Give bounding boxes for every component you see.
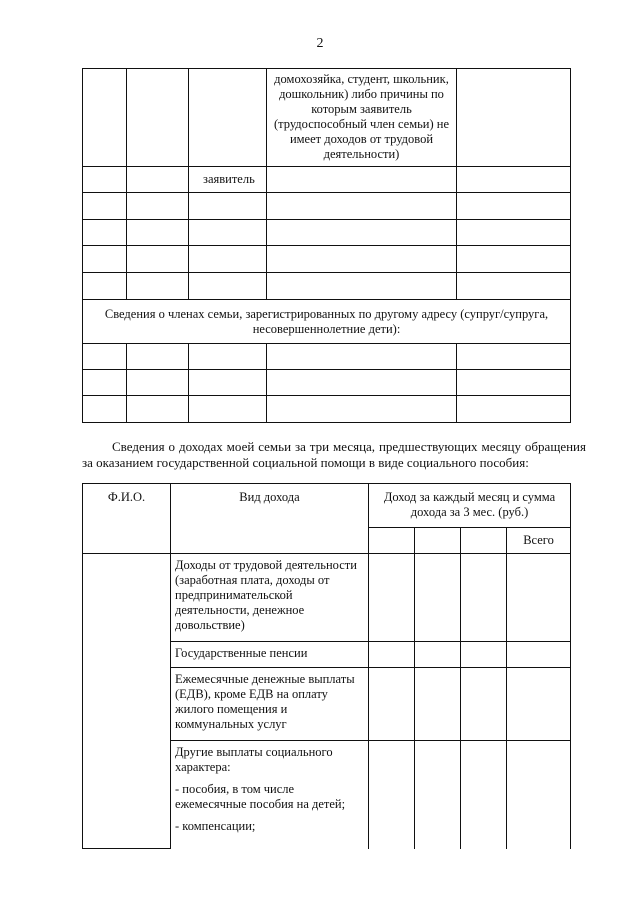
table-cell [127,69,189,167]
table-row [83,220,571,246]
income-type-header: Вид дохода [171,484,369,554]
table-row [83,396,571,423]
table-row [83,167,571,193]
table-row [83,344,571,370]
total-header: Всего [507,528,571,554]
fio-header: Ф.И.О. [83,484,171,554]
table-cell [83,167,127,193]
table-cell [189,69,267,167]
benefits-sub-item: - пособия, в том числе ежемесячные пособия на детей; [175,782,346,811]
income-type-cell: Доходы от трудовой деятельности (заработная плата, доходы от предпринимательской деятельности, денежное довольствие) [171,554,369,642]
income-type-cell [171,741,369,849]
income-type-cell: Ежемесячные денежные выплаты (ЕДВ), кроме ЕДВ на оплату жилого помещения и коммунальных услуг [171,668,369,741]
monthly-income-header: Доход за каждый месяц и сумма дохода за 3 мес. (руб.) [369,484,571,528]
income-type-cell: Государственные пенсии [171,642,369,668]
family-members-table [82,68,571,423]
other-payments-label: Другие выплаты социального характера: [175,745,333,774]
table-row [83,69,571,167]
income-intro-paragraph: Сведения о доходах моей семьи за три месяца, предшествующих месяцу обращения за оказанием государственной социальной помощи в виде социального пособия: [82,439,586,470]
month-2-header [415,528,461,554]
table-cell [83,69,127,167]
compensation-sub-item: - компенсации; [175,819,256,833]
applicant-label: заявитель [189,167,267,193]
table-row [83,554,571,642]
month-1-header [369,528,415,554]
month-3-header [461,528,507,554]
table-row [83,273,571,300]
other-address-heading: Сведения о членах семьи, зарегистрированных по другому адресу (супруг/супруга, несовершеннолетние дети): [83,300,571,344]
table-row [83,193,571,220]
fio-cell [83,554,171,849]
page-number: 2 [316,36,324,51]
table-row [83,300,571,344]
table-cell [127,167,189,193]
table-row [83,370,571,396]
table-header-row [83,484,571,528]
occupation-cell: домохозяйка, студент, школьник, дошкольник) либо причины по которым заявитель (трудоспособный член семьи) не имеет доходов от трудовой деятельности) [267,69,457,167]
income-table [82,483,571,849]
table-cell [457,69,571,167]
table-row [83,246,571,273]
table-cell [457,167,571,193]
table-cell [267,167,457,193]
